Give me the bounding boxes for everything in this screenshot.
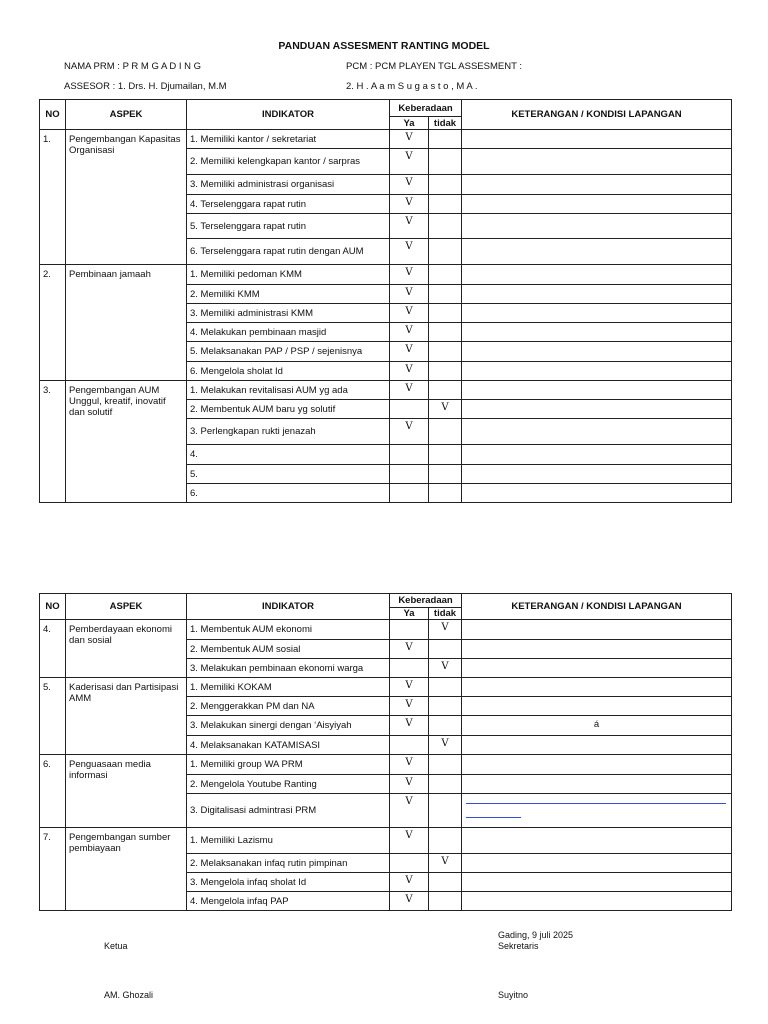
indicator-text: 1. Memiliki kantor / sekretariat xyxy=(187,130,390,149)
assessment-table-2 xyxy=(39,593,732,911)
signature-date: Gading, 9 juli 2025 xyxy=(498,930,574,940)
aspect-name: Kaderisasi dan Partisipasi AMM xyxy=(66,678,187,755)
ya-checkmark xyxy=(390,736,429,755)
ketua-name: AM. Ghozali xyxy=(104,990,154,1000)
tidak-checkmark xyxy=(429,362,462,381)
indicator-text: 2. Menggerakkan PM dan NA xyxy=(187,697,390,716)
indicator-text: 2. Melaksanakan infaq rutin pimpinan xyxy=(187,854,390,873)
ya-checkmark: V xyxy=(390,265,429,285)
keterangan-cell xyxy=(462,755,732,775)
keterangan-cell xyxy=(462,304,732,323)
indicator-text: 4. xyxy=(187,445,390,465)
tidak-checkmark xyxy=(429,381,462,400)
keterangan-cell xyxy=(462,465,732,484)
indicator-text: 6. xyxy=(187,484,390,503)
indicator-text: 2. Membentuk AUM baru yg solutif xyxy=(187,400,390,419)
ya-checkmark: V xyxy=(390,304,429,323)
ya-checkmark: V xyxy=(390,828,429,854)
col-header-keberadaan: Keberadaan xyxy=(390,100,462,117)
ya-checkmark: V xyxy=(390,130,429,149)
aspect-name: Pengembangan AUM Unggul, kreatif, inovatif dan solutif xyxy=(66,381,187,503)
table-row xyxy=(40,130,732,149)
aspect-name: Penguasaan media informasi xyxy=(66,755,187,828)
col-header-tidak: tidak xyxy=(429,117,462,130)
indicator-text: 1. Memiliki pedoman KMM xyxy=(187,265,390,285)
tidak-checkmark xyxy=(429,265,462,285)
keterangan-cell xyxy=(462,323,732,342)
tidak-checkmark xyxy=(429,716,462,736)
keterangan-cell xyxy=(462,659,732,678)
aspect-number: 6. xyxy=(40,755,66,828)
ya-checkmark: V xyxy=(390,716,429,736)
tidak-checkmark xyxy=(429,678,462,697)
ya-checkmark: V xyxy=(390,419,429,445)
aspect-name: Pembinaan jamaah xyxy=(66,265,187,381)
aspect-number: 5. xyxy=(40,678,66,755)
indicator-text: 4. Melakukan pembinaan masjid xyxy=(187,323,390,342)
table-row xyxy=(40,620,732,640)
col-header-keterangan: KETERANGAN / KONDISI LAPANGAN xyxy=(462,100,732,130)
col-header-no: NO xyxy=(40,100,66,130)
ya-checkmark: V xyxy=(390,640,429,659)
indicator-text: 3. Melakukan pembinaan ekonomi warga xyxy=(187,659,390,678)
indicator-text: 3. Mengelola infaq sholat Id xyxy=(187,873,390,892)
keterangan-cell xyxy=(462,400,732,419)
tidak-checkmark xyxy=(429,195,462,214)
tidak-checkmark xyxy=(429,755,462,775)
col-header-indikator: INDIKATOR xyxy=(187,100,390,130)
keterangan-cell xyxy=(462,697,732,716)
col-header-keberadaan: Keberadaan xyxy=(390,594,462,608)
tidak-checkmark xyxy=(429,419,462,445)
keterangan-cell xyxy=(462,640,732,659)
ya-checkmark xyxy=(390,484,429,503)
indicator-text: 3. Memiliki administrasi KMM xyxy=(187,304,390,323)
aspect-number: 3. xyxy=(40,381,66,503)
ya-checkmark: V xyxy=(390,697,429,716)
tidak-checkmark xyxy=(429,214,462,239)
assessment-table-1 xyxy=(39,99,732,503)
tidak-checkmark xyxy=(429,465,462,484)
indicator-text: 2. Memiliki kelengkapan kantor / sarpras xyxy=(187,149,390,175)
keterangan-cell xyxy=(462,419,732,445)
keterangan-cell xyxy=(462,775,732,794)
col-header-ya: Ya xyxy=(390,117,429,130)
ya-checkmark: V xyxy=(390,755,429,775)
ya-checkmark: V xyxy=(390,175,429,195)
keterangan-cell xyxy=(462,678,732,697)
tidak-checkmark xyxy=(429,828,462,854)
tidak-checkmark xyxy=(429,697,462,716)
table-row xyxy=(40,678,732,697)
keterangan-cell xyxy=(462,195,732,214)
ya-checkmark: V xyxy=(390,239,429,265)
tidak-checkmark: V xyxy=(429,659,462,678)
link-underline xyxy=(466,803,726,804)
keterangan-cell xyxy=(462,854,732,873)
link-underline xyxy=(466,817,521,818)
ya-checkmark: V xyxy=(390,381,429,400)
tidak-checkmark xyxy=(429,239,462,265)
indicator-text: 3. Digitalisasi admintrasi PRM xyxy=(187,794,390,828)
ya-checkmark: V xyxy=(390,362,429,381)
keterangan-cell xyxy=(462,265,732,285)
indicator-text: 1. Membentuk AUM ekonomi xyxy=(187,620,390,640)
aspect-name: Pemberdayaan ekonomi dan sosial xyxy=(66,620,187,678)
ya-checkmark: V xyxy=(390,214,429,239)
indicator-text: 1. Melakukan revitalisasi AUM yg ada xyxy=(187,381,390,400)
keterangan-cell xyxy=(462,794,732,828)
ya-checkmark: V xyxy=(390,678,429,697)
keterangan-cell xyxy=(462,445,732,465)
indicator-text: 2. Membentuk AUM sosial xyxy=(187,640,390,659)
table-row xyxy=(40,755,732,775)
tidak-checkmark xyxy=(429,304,462,323)
indicator-text: 3. Melakukan sinergi dengan ‘Aisyiyah xyxy=(187,716,390,736)
aspect-name: Pengembangan sumber pembiayaan xyxy=(66,828,187,911)
ya-checkmark: V xyxy=(390,775,429,794)
tidak-checkmark: V xyxy=(429,736,462,755)
tidak-checkmark xyxy=(429,342,462,362)
assessor-line: ASSESOR : 1. Drs. H. Djumailan, M.M xyxy=(64,81,227,92)
keterangan-cell xyxy=(462,149,732,175)
ya-checkmark: V xyxy=(390,873,429,892)
indicator-text: 2. Mengelola Youtube Ranting xyxy=(187,775,390,794)
indicator-text: 4. Mengelola infaq PAP xyxy=(187,892,390,911)
keterangan-cell xyxy=(462,828,732,854)
tidak-checkmark xyxy=(429,130,462,149)
keterangan-cell xyxy=(462,484,732,503)
keterangan-cell xyxy=(462,130,732,149)
keterangan-cell xyxy=(462,892,732,911)
indicator-text: 5. xyxy=(187,465,390,484)
tidak-checkmark xyxy=(429,445,462,465)
indicator-text: 4. Melaksanakan KATAMISASI xyxy=(187,736,390,755)
keterangan-cell xyxy=(462,873,732,892)
tidak-checkmark xyxy=(429,892,462,911)
tidak-checkmark xyxy=(429,775,462,794)
ya-checkmark: V xyxy=(390,149,429,175)
col-header-aspek: ASPEK xyxy=(66,594,187,620)
ya-checkmark: V xyxy=(390,892,429,911)
tidak-checkmark: V xyxy=(429,854,462,873)
sekretaris-name: Suyitno xyxy=(498,990,529,1000)
keterangan-cell xyxy=(462,285,732,304)
tidak-checkmark: V xyxy=(429,620,462,640)
aspect-number: 4. xyxy=(40,620,66,678)
ya-checkmark xyxy=(390,620,429,640)
aspect-name: Pengembangan Kapasitas Organisasi xyxy=(66,130,187,265)
col-header-keterangan: KETERANGAN / KONDISI LAPANGAN xyxy=(462,594,732,620)
ya-checkmark: V xyxy=(390,195,429,214)
indicator-text: 6. Mengelola sholat Id xyxy=(187,362,390,381)
col-header-no: NO xyxy=(40,594,66,620)
tidak-checkmark xyxy=(429,873,462,892)
indicator-text: 1. Memiliki KOKAM xyxy=(187,678,390,697)
aspect-number: 1. xyxy=(40,130,66,265)
ya-checkmark: V xyxy=(390,285,429,304)
nama-prm-line: NAMA PRM : P R M G A D I N G xyxy=(64,61,202,72)
table-row xyxy=(40,381,732,400)
ya-checkmark xyxy=(390,445,429,465)
keterangan-cell xyxy=(462,736,732,755)
indicator-text: 5. Terselenggara rapat rutin xyxy=(187,214,390,239)
tidak-checkmark xyxy=(429,149,462,175)
tidak-checkmark: V xyxy=(429,400,462,419)
keterangan-cell xyxy=(462,214,732,239)
ya-checkmark: V xyxy=(390,342,429,362)
keterangan-cell xyxy=(462,620,732,640)
ya-checkmark: V xyxy=(390,323,429,342)
document-title: PANDUAN ASSESMENT RANTING MODEL xyxy=(278,40,490,52)
table-row xyxy=(40,265,732,285)
tidak-checkmark xyxy=(429,640,462,659)
ya-checkmark xyxy=(390,400,429,419)
table-row xyxy=(40,828,732,854)
indicator-text: 5. Melaksanakan PAP / PSP / sejenisnya xyxy=(187,342,390,362)
ya-checkmark xyxy=(390,465,429,484)
ketua-label: Ketua xyxy=(104,941,128,951)
tidak-checkmark xyxy=(429,794,462,828)
pcm-line: PCM : PCM PLAYEN TGL ASSESMENT : xyxy=(346,61,522,72)
keterangan-cell xyxy=(462,381,732,400)
indicator-text: 1. Memiliki group WA PRM xyxy=(187,755,390,775)
tidak-checkmark xyxy=(429,323,462,342)
keterangan-cell xyxy=(462,342,732,362)
col-header-ya: Ya xyxy=(390,608,429,620)
tidak-checkmark xyxy=(429,175,462,195)
aspect-number: 7. xyxy=(40,828,66,911)
ya-checkmark xyxy=(390,854,429,873)
ya-checkmark xyxy=(390,659,429,678)
aspect-number: 2. xyxy=(40,265,66,381)
col-header-aspek: ASPEK xyxy=(66,100,187,130)
indicator-text: 6. Terselenggara rapat rutin dengan AUM xyxy=(187,239,390,265)
keterangan-cell xyxy=(462,362,732,381)
indicator-text: 3. Memiliki administrasi organisasi xyxy=(187,175,390,195)
assessor-2-line: 2. H . A a m S u g a s t o , M A . xyxy=(346,81,478,92)
indicator-text: 3. Perlengkapan rukti jenazah xyxy=(187,419,390,445)
indicator-text: 4. Terselenggara rapat rutin xyxy=(187,195,390,214)
ya-checkmark: V xyxy=(390,794,429,828)
keterangan-cell xyxy=(462,239,732,265)
keterangan-cell: á xyxy=(462,716,732,736)
tidak-checkmark xyxy=(429,484,462,503)
tidak-checkmark xyxy=(429,285,462,304)
indicator-text: 2. Memiliki KMM xyxy=(187,285,390,304)
sekretaris-label: Sekretaris xyxy=(498,941,539,951)
indicator-text: 1. Memiliki Lazismu xyxy=(187,828,390,854)
keterangan-cell xyxy=(462,175,732,195)
col-header-tidak: tidak xyxy=(429,608,462,620)
col-header-indikator: INDIKATOR xyxy=(187,594,390,620)
